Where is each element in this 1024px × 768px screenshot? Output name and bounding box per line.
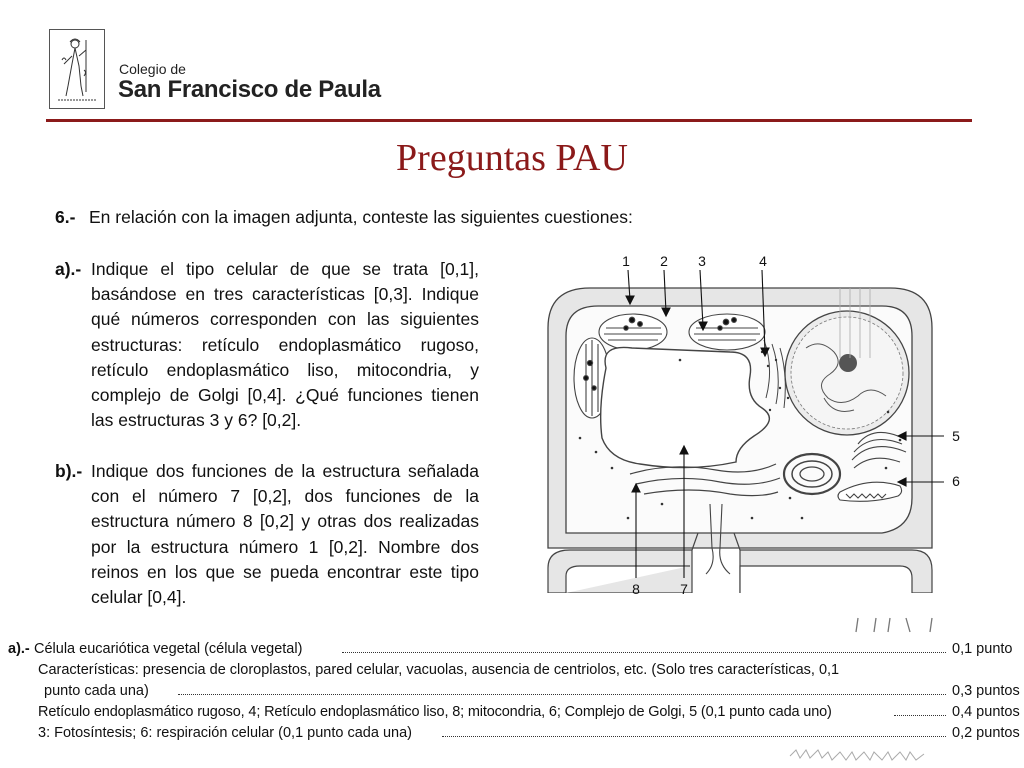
answer-text: Características: presencia de cloroplastos, pared celular, vacuolas, ausencia de centriolos, etc. (Solo tres características, 0,1 <box>38 662 840 678</box>
answer-text: Célula eucariótica vegetal (célula vegetal) <box>34 641 303 657</box>
dot-leader <box>342 652 946 653</box>
diagram-label-3: 3 <box>698 253 706 269</box>
answer-row-5 <box>8 723 1018 743</box>
nucleus <box>785 311 909 435</box>
answer-points: 0,4 puntos <box>952 704 1020 720</box>
school-logo <box>49 29 105 109</box>
diagram-label-4: 4 <box>759 253 767 269</box>
dot-leader <box>894 715 946 716</box>
question-number: 6.- <box>55 207 76 227</box>
diagram-label-5: 5 <box>952 428 960 444</box>
stray-marks-decoration <box>852 614 942 636</box>
answer-text: punto cada una) <box>44 683 149 699</box>
diagram-label-7: 7 <box>680 581 688 597</box>
diagram-label-2: 2 <box>660 253 668 269</box>
handwriting-decoration <box>788 744 978 764</box>
part-a-text: Indique el tipo celular de que se trata [0,1], basándose en tres características [0,3]. Indique qué números corresponden con las siguientes estructuras: retículo endoplasmático rugoso, retículo endoplasmático liso, mitocondria, y complejo de Golgi [0,4]. ¿Qué funciones tienen las estructuras 3 y 6? [0,2]. <box>91 259 479 431</box>
answer-points: 0,2 puntos <box>952 725 1020 741</box>
answer-row-2 <box>8 660 1018 680</box>
dot-leader <box>178 694 946 695</box>
school-prefix: Colegio de <box>119 61 186 77</box>
chloroplast <box>689 314 765 350</box>
question-part-a <box>55 257 479 433</box>
answer-row-1 <box>8 639 1018 659</box>
question-intro <box>55 206 633 228</box>
answer-row-4 <box>8 702 1018 722</box>
answers-label: a).- <box>8 641 30 657</box>
saint-figure-icon <box>50 30 104 108</box>
answer-points: 0,1 punto <box>952 641 1013 657</box>
header-divider <box>46 119 972 122</box>
answer-points: 0,3 puntos <box>952 683 1020 699</box>
answer-text: 3: Fotosíntesis; 6: respiración celular (0,1 punto cada una) <box>38 725 412 741</box>
answer-text: Retículo endoplasmático rugoso, 4; Retículo endoplasmático liso, 8; mitocondria, 6; Complejo de Golgi, 5 (0,1 punto cada uno) <box>38 704 832 720</box>
question-part-b <box>55 459 479 610</box>
answer-row-3 <box>8 681 1018 701</box>
chloroplast <box>599 314 667 350</box>
dot-leader <box>442 736 946 737</box>
part-a-label: a).- <box>55 259 82 279</box>
diagram-label-1: 1 <box>622 253 630 269</box>
school-name: San Francisco de Paula <box>118 76 381 103</box>
page-title: Preguntas PAU <box>396 137 628 179</box>
diagram-label-6: 6 <box>952 473 960 489</box>
plant-cell-diagram <box>540 248 960 600</box>
diagram-label-8: 8 <box>632 581 640 597</box>
part-b-label: b).- <box>55 461 83 481</box>
question-intro-text: En relación con la imagen adjunta, conteste las siguientes cuestiones: <box>89 207 633 227</box>
part-b-text: Indique dos funciones de la estructura señalada con el número 7 [0,2], dos funciones de la estructura número 8 [0,2] y otras dos realizadas por la estructura número 1 [0,2]. Nombre dos reinos en los que se pueda encontrar este tipo celular [0,4]. <box>91 461 479 608</box>
